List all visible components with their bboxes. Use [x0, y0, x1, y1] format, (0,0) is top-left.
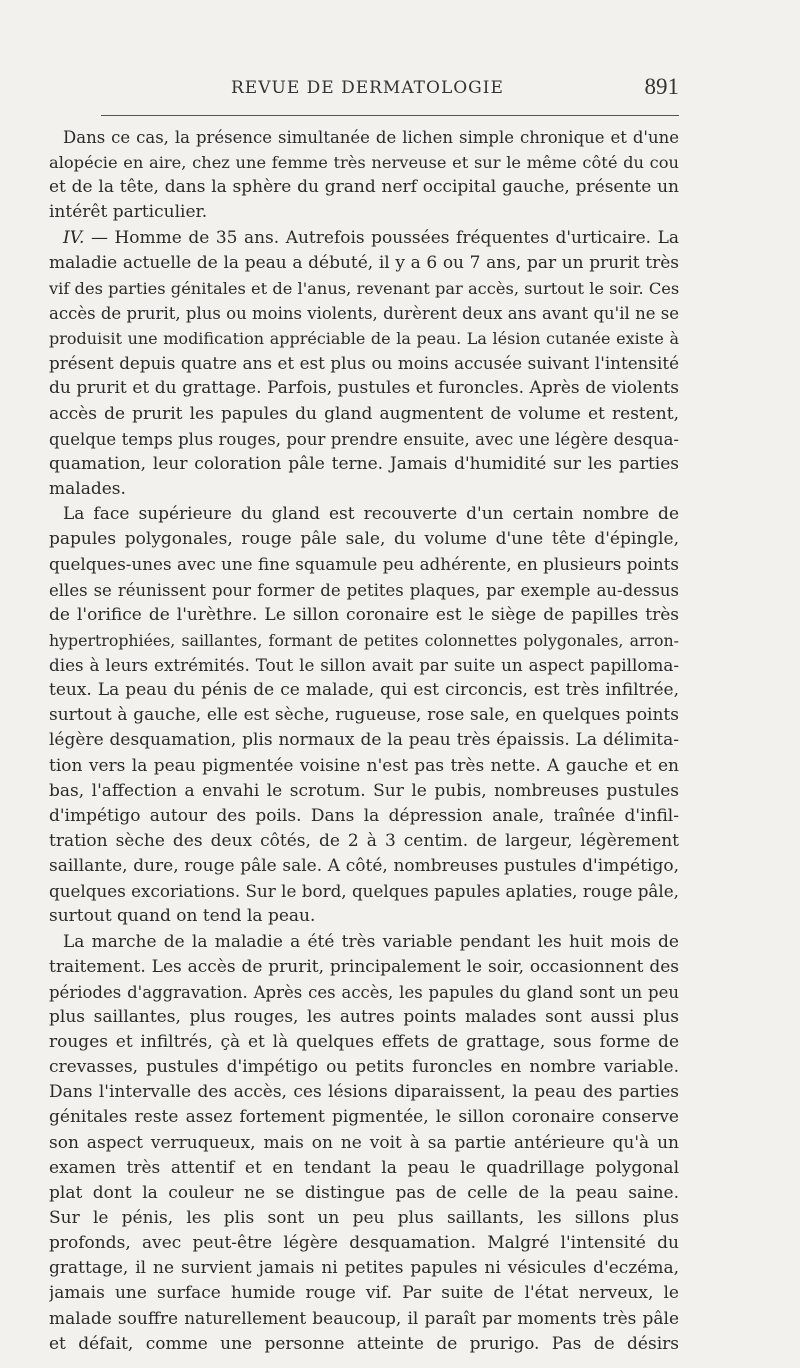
text-line: Dans ce cas, la présence simultanée de lichen simple chronique et d'une — [63, 128, 679, 147]
text-line: quelques-unes avec une fine squamule peu adhérente, en plusieurs points — [49, 554, 679, 575]
text-span: — Homme de 35 ans. Autrefois poussées fréquentes d'urticaire. La — [90, 227, 679, 248]
text-line: crevasses, pustules d'impétigo ou petits furoncles en nombre variable. — [49, 1057, 679, 1078]
text-line: malades. — [49, 478, 126, 499]
text-line: quelque temps plus rouges, pour prendre ensuite, avec une légère desqua- — [49, 429, 679, 449]
text-line: elles se réunissent pour former de petites plaques, par exemple au-dessus — [49, 580, 679, 600]
text-line: quelques excoriations. Sur le bord, quelques papules aplaties, rouge pâle, — [49, 881, 679, 902]
text-line: plat dont la couleur ne se distingue pas de celle de la peau saine. — [49, 1182, 679, 1203]
text-line: jamais une surface humide rouge vif. Par suite de l'état nerveux, le — [49, 1283, 679, 1304]
text-line: La marche de la maladie a été très variable pendant les huit mois de — [63, 931, 679, 952]
text-line: génitales reste assez fortement pigmentée, le sillon coronaire conserve — [49, 1107, 679, 1128]
page-number: 891 — [644, 74, 679, 99]
text-line: rouges et infiltrés, çà et là quelques effets de grattage, sous forme de — [49, 1032, 679, 1053]
text-line: tion vers la peau pigmentée voisine n'est pas très nette. A gauche et en — [49, 755, 679, 776]
text-line: grattage, il ne survient jamais ni petites papules ni vésicules d'eczéma, — [49, 1258, 679, 1279]
header-rule — [101, 115, 679, 116]
text-line: surtout quand on tend la peau. — [49, 906, 316, 927]
text-line: traitement. Les accès de prurit, principalement le soir, occasionnent des — [49, 956, 679, 977]
text-line: examen très attentif et en tendant la peau le quadrillage polygonal — [49, 1157, 679, 1178]
text-line: du prurit et du grattage. Parfois, pustules et furoncles. Après de violents — [49, 378, 679, 399]
text-line: saillante, dure, rouge pâle sale. A côté, nombreuses pustules d'impétigo, — [49, 856, 679, 877]
text-line: surtout à gauche, elle est sèche, rugueuse, rose sale, en quelques points — [49, 705, 679, 726]
body-text — [49, 125, 679, 1357]
text-line: intérêt particulier. — [49, 202, 208, 223]
section-marker: IV. — [63, 227, 85, 248]
text-line: de l'orifice de l'urèthre. Le sillon coronaire est le siège de papilles très — [49, 604, 679, 625]
text-line: maladie actuelle de la peau a débuté, il y a 6 ou 7 ans, par un prurit très — [49, 252, 679, 273]
text-line: vif des parties génitales et de l'anus, revenant par accès, surtout le soir. Ces — [49, 278, 679, 298]
text-line: légère desquamation, plis normaux de la peau très épaissis. La délimita- — [49, 730, 679, 751]
text-line: Dans l'intervalle des accès, ces lésions diparaissent, la peau des parties — [49, 1082, 679, 1103]
text-line: alopécie en aire, chez une femme très nerveuse et sur le même côté du cou — [49, 153, 679, 173]
text-line: et défait, comme une personne atteinte de prurigo. Pas de désirs — [49, 1333, 679, 1354]
text-line: hypertrophiées, saillantes, formant de petites colonnettes polygonales, arron- — [49, 630, 679, 650]
text-line: et de la tête, dans la sphère du grand nerf occipital gauche, présente un — [49, 177, 679, 198]
text-line: tration sèche des deux côtés, de 2 à 3 centim. de largeur, légèrement — [49, 830, 679, 851]
running-title: REVUE DE DERMATOLOGIE — [231, 78, 504, 98]
text-line: son aspect verruqueux, mais on ne voit à sa partie antérieure qu'à un — [49, 1132, 679, 1153]
text-line: profonds, avec peut-être légère desquamation. Malgré l'intensité du — [49, 1233, 679, 1254]
text-line: La face supérieure du gland est recouverte d'un certain nombre de — [63, 504, 679, 525]
text-line: plus saillantes, plus rouges, les autres points malades sont aussi plus — [49, 1006, 679, 1027]
text-line: teux. La peau du pénis de ce malade, qui est circoncis, est très infiltrée, — [49, 680, 679, 701]
text-line: papules polygonales, rouge pâle sale, du volume d'une tête d'épingle, — [49, 529, 679, 550]
text-line: bas, l'affection a envahi le scrotum. Sur le pubis, nombreuses pustules — [49, 780, 679, 801]
text-line: quamation, leur coloration pâle terne. Jamais d'humidité sur les parties — [49, 453, 679, 474]
text-line: présent depuis quatre ans et est plus ou moins accusée suivant l'intensité — [49, 353, 679, 374]
text-line: malade souffre naturellement beaucoup, il paraît par moments très pâle — [49, 1308, 679, 1329]
text-line: Sur le pénis, les plis sont un peu plus saillants, les sillons plus — [49, 1208, 679, 1229]
page-header — [101, 74, 679, 102]
text-line: dies à leurs extrémités. Tout le sillon avait par suite un aspect papilloma- — [49, 654, 679, 675]
text-line: accès de prurit les papules du gland augmentent de volume et restent, — [49, 403, 679, 424]
text-line: accès de prurit, plus ou moins violents, durèrent deux ans avant qu'il ne se — [49, 303, 679, 323]
text-line: d'impétigo autour des poils. Dans la dépression anale, traînée d'infil- — [49, 805, 679, 826]
text-line: périodes d'aggravation. Après ces accès, les papules du gland sont un peu — [49, 982, 679, 1002]
text-line: produisit une modification appréciable de la peau. La lésion cutanée existe à — [49, 329, 679, 349]
text-line-section-iv — [49, 226, 679, 251]
